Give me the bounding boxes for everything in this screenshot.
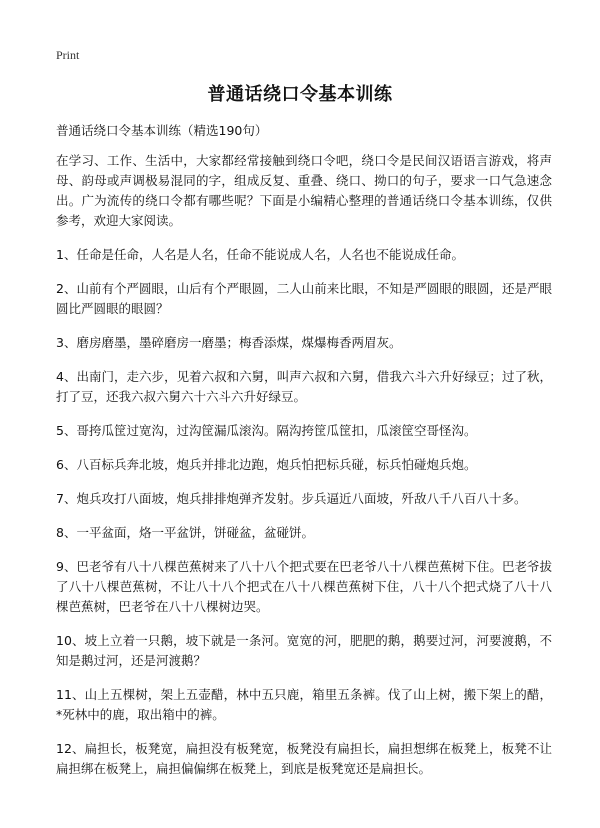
tongue-twister-7: 7、炮兵攻打八面坡，炮兵排排炮弹齐发射。步兵逼近八面坡，歼敌八千八百八十多。 [56, 491, 527, 506]
page-title: 普通话绕口令基本训练 [207, 84, 393, 105]
tongue-twister-3: 3、磨房磨墨，墨碎磨房一磨墨；梅香添煤，煤爆梅香两眉灰。 [56, 335, 402, 350]
tongue-twister-10: 10、坡上立着一只鹅，坡下就是一条河。宽宽的河，肥肥的鹅，鹅要过河，河要渡鹅，不知是鹅过河，还是河渡鹅？ [56, 633, 552, 668]
intro-paragraph: 在学习、工作、生活中，大家都经常接触到绕口令吧，绕口令是民间汉语语言游戏，将声母、韵母或声调极易混同的字，组成反复、重叠、绕口、拗口的句子，要求一口气急速念出。广为流传的绕口令都有哪些呢？下面是小编精心整理的普通话绕口令基本训练，仅供参考，欢迎大家阅读。 [56, 153, 552, 228]
page-subtitle: 普通话绕口令基本训练（精选190句） [56, 123, 268, 138]
tongue-twister-11: 11、山上五棵树，架上五壶醋，林中五只鹿，箱里五条裤。伐了山上树，搬下架上的醋，*死林中的鹿，取出箱中的裤。 [56, 687, 552, 722]
tongue-twister-2: 2、山前有个严圆眼，山后有个严眼圆，二人山前来比眼，不知是严圆眼的眼圆，还是严眼圆比严圆眼的眼圆？ [56, 281, 552, 316]
tongue-twister-12: 12、扁担长，板凳宽，扁担没有板凳宽，板凳没有扁担长，扁担想绑在板凳上，板凳不让扁担绑在板凳上，扁担偏偏绑在板凳上，到底是板凳宽还是扁担长。 [56, 741, 552, 776]
tongue-twister-9: 9、巴老爷有八十八棵芭蕉树来了八十八个把式要在巴老爷八十八棵芭蕉树下住。巴老爷拔了八十八棵芭蕉树，不让八十八个把式在八十八棵芭蕉树下住，八十八个把式烧了八十八棵芭蕉树，巴老爷在八十八棵树边哭。 [56, 559, 552, 614]
tongue-twister-4: 4、出南门，走六步，见着六叔和六舅，叫声六叔和六舅，借我六斗六升好绿豆；过了秋，打了豆，还我六叔六舅六十六斗六升好绿豆。 [56, 369, 552, 404]
article-body [56, 151, 552, 793]
print-link[interactable]: Print [56, 48, 80, 62]
tongue-twister-1: 1、任命是任命，人名是人名，任命不能说成人名，人名也不能说成任命。 [56, 247, 464, 262]
tongue-twister-6: 6、八百标兵奔北坡，炮兵并排北边跑，炮兵怕把标兵碰，标兵怕碰炮兵炮。 [56, 457, 477, 472]
tongue-twister-8: 8、一平盆面，烙一平盆饼，饼碰盆，盆碰饼。 [56, 525, 314, 540]
tongue-twister-5: 5、哥挎瓜筐过宽沟，过沟筐漏瓜滚沟。隔沟挎筐瓜筐扣，瓜滚筐空哥怪沟。 [56, 423, 477, 438]
